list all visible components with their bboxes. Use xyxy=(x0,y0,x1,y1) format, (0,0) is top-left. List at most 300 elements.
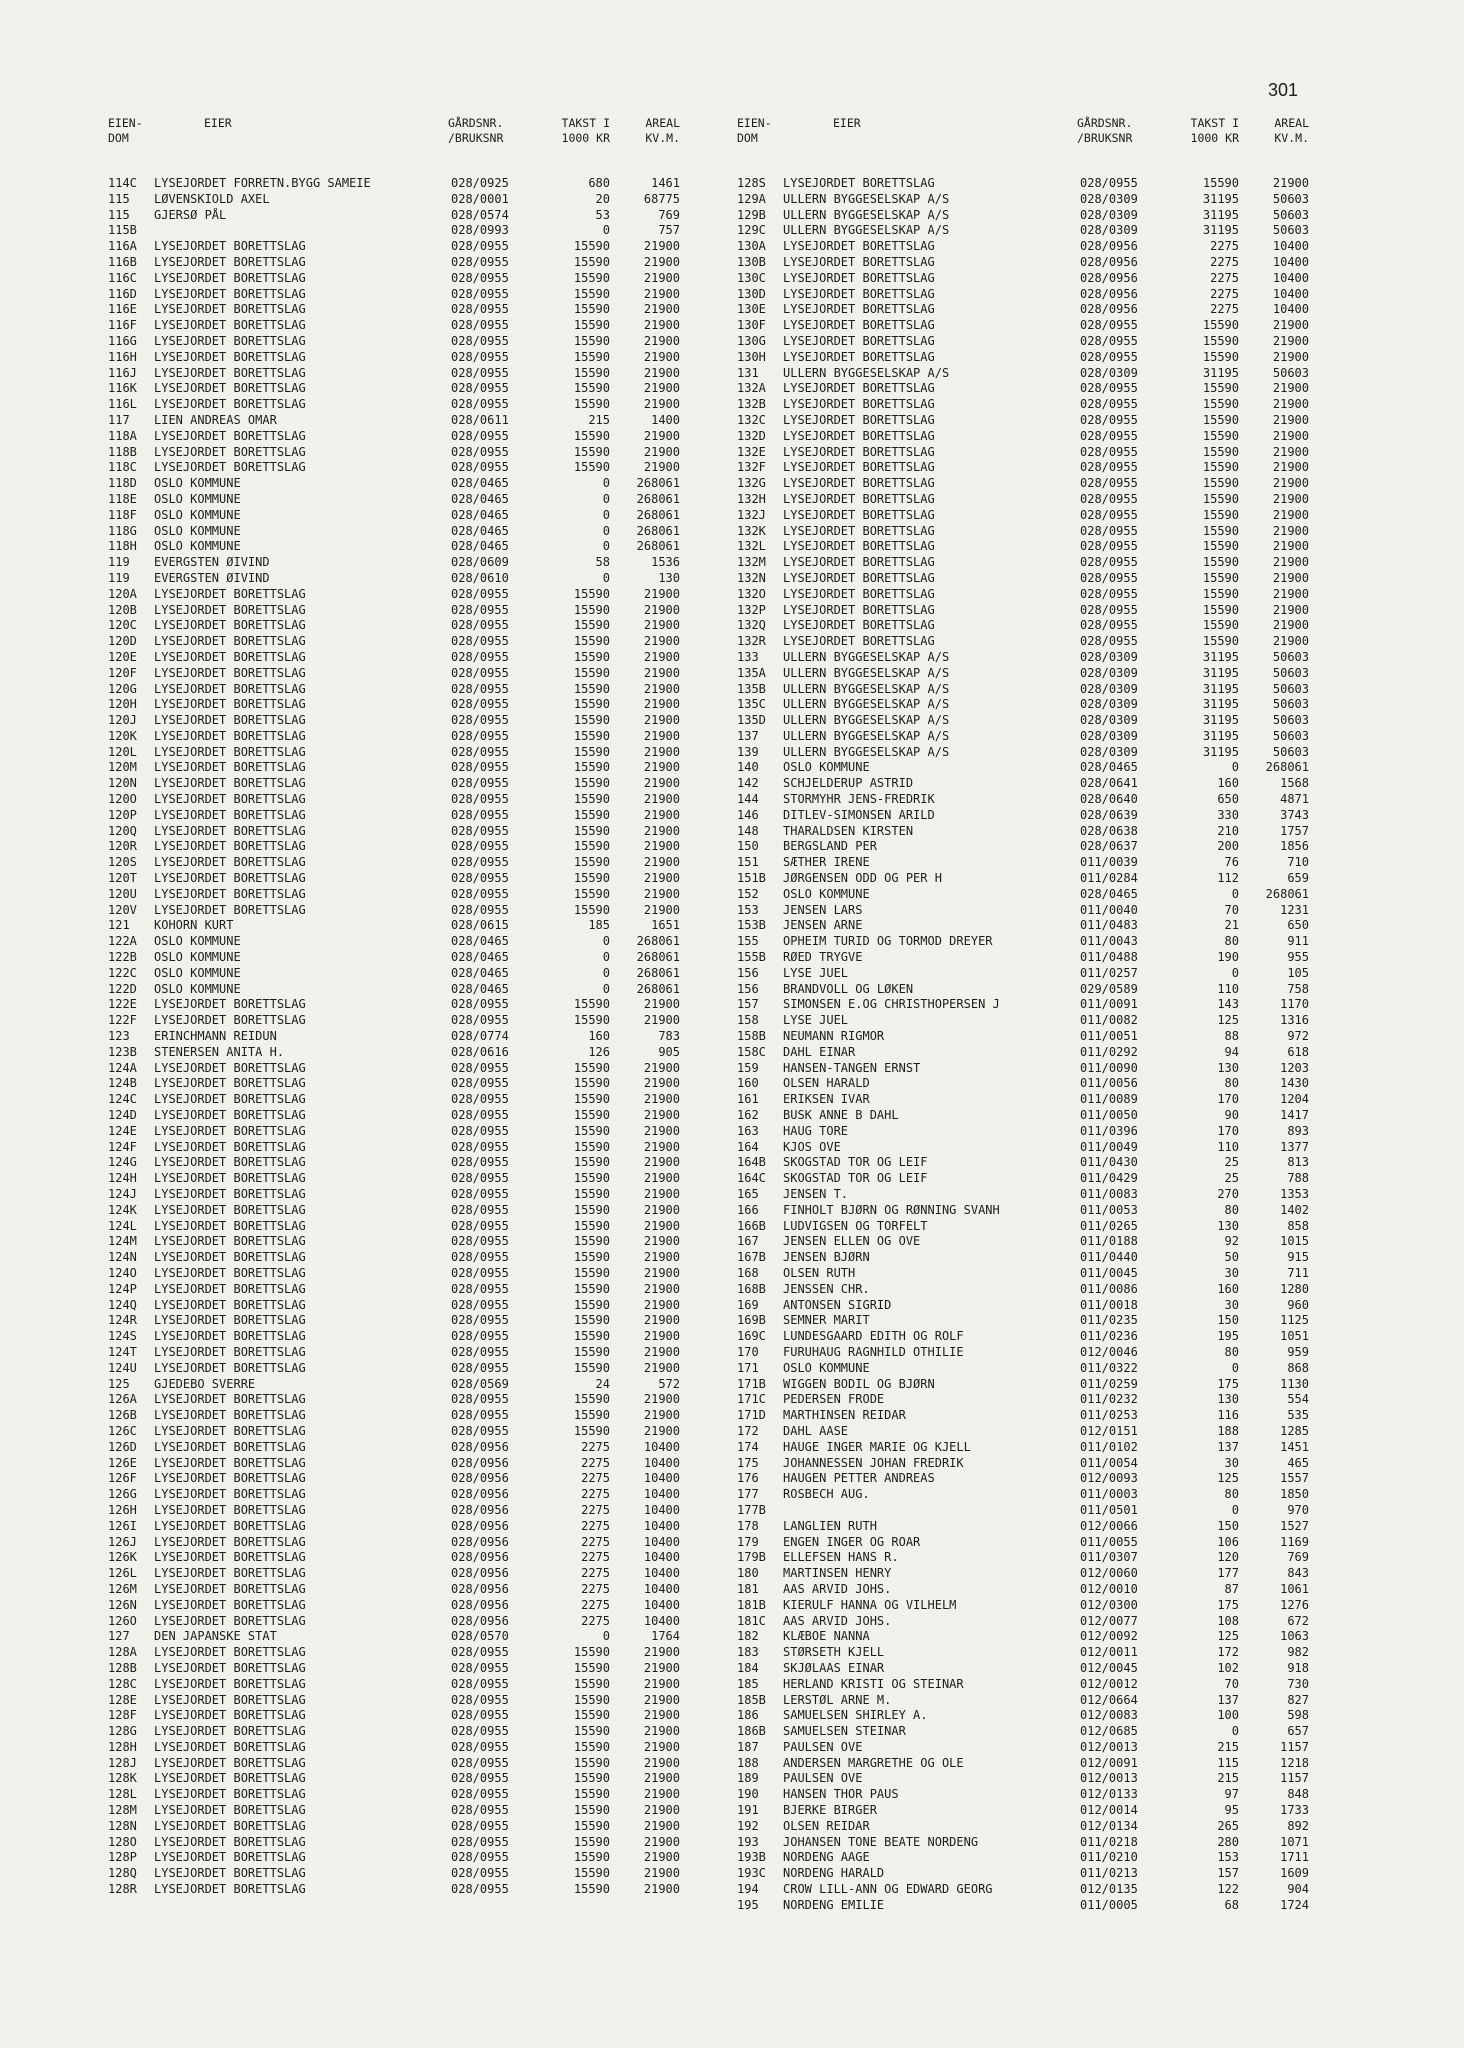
areal-value: 21900 xyxy=(643,902,680,917)
takst-value: 15590 xyxy=(1202,460,1239,475)
owner-name: MARTINSEN HENRY xyxy=(783,1566,892,1581)
owner-name: PAULSEN OVE xyxy=(783,1771,863,1786)
gardsnr-bruksnr: 028/0955 xyxy=(451,1360,509,1375)
takst-value: 15590 xyxy=(1202,412,1239,427)
gardsnr-bruksnr: 028/0956 xyxy=(451,1534,509,1549)
owner-name: OSLO KOMMUNE xyxy=(154,523,241,538)
takst-value: 265 xyxy=(1217,1818,1239,1833)
takst-value: 15590 xyxy=(573,1882,610,1897)
property-id: 126K xyxy=(108,1550,137,1565)
takst-value: 95 xyxy=(1224,1803,1239,1818)
gardsnr-bruksnr: 012/0013 xyxy=(1080,1739,1138,1754)
header-takst: TAKST I 1000 KR xyxy=(561,116,610,145)
gardsnr-bruksnr: 011/0218 xyxy=(1080,1834,1138,1849)
takst-value: 30 xyxy=(1224,1265,1239,1280)
owner-name: LYSEJORDET BORETTSLAG xyxy=(783,349,935,364)
property-id: 122A xyxy=(108,934,137,949)
property-id: 126O xyxy=(108,1613,137,1628)
takst-value: 31195 xyxy=(1202,713,1239,728)
property-id: 116H xyxy=(108,349,137,364)
property-id: 159 xyxy=(737,1060,759,1075)
areal-value: 21900 xyxy=(1272,412,1309,427)
property-id: 126C xyxy=(108,1423,137,1438)
property-id: 117 xyxy=(108,412,130,427)
gardsnr-bruksnr: 028/0955 xyxy=(451,792,509,807)
areal-value: 1218 xyxy=(1280,1755,1309,1770)
owner-name: LYSEJORDET BORETTSLAG xyxy=(154,318,306,333)
owner-name: LYSEJORDET BORETTSLAG xyxy=(783,412,935,427)
property-id: 120R xyxy=(108,839,137,854)
owner-name: LYSEJORDET BORETTSLAG xyxy=(154,1803,306,1818)
areal-value: 868 xyxy=(1287,1360,1309,1375)
property-id: 128O xyxy=(108,1834,137,1849)
gardsnr-bruksnr: 028/0955 xyxy=(451,1313,509,1328)
gardsnr-bruksnr: 011/0235 xyxy=(1080,1313,1138,1328)
property-id: 120N xyxy=(108,776,137,791)
areal-value: 848 xyxy=(1287,1787,1309,1802)
property-id: 157 xyxy=(737,997,759,1012)
property-id: 126H xyxy=(108,1502,137,1517)
takst-value: 15590 xyxy=(573,1803,610,1818)
owner-name: LYSEJORDET BORETTSLAG xyxy=(154,381,306,396)
owner-name: LYSEJORDET BORETTSLAG xyxy=(154,1566,306,1581)
owner-name: LYSEJORDET BORETTSLAG xyxy=(154,1692,306,1707)
owner-name: PAULSEN OVE xyxy=(783,1739,863,1754)
areal-value: 1203 xyxy=(1280,1060,1309,1075)
gardsnr-bruksnr: 028/0956 xyxy=(451,1439,509,1454)
takst-value: 15590 xyxy=(1202,476,1239,491)
areal-value: 21900 xyxy=(643,728,680,743)
takst-value: 185 xyxy=(588,918,610,933)
property-id: 158C xyxy=(737,1044,766,1059)
gardsnr-bruksnr: 028/0955 xyxy=(1080,618,1138,633)
property-id: 123 xyxy=(108,1029,130,1044)
gardsnr-bruksnr: 028/0465 xyxy=(451,523,509,538)
gardsnr-bruksnr: 028/0956 xyxy=(1080,254,1138,269)
gardsnr-bruksnr: 011/0257 xyxy=(1080,965,1138,980)
areal-value: 50603 xyxy=(1272,207,1309,222)
gardsnr-bruksnr: 028/0955 xyxy=(451,333,509,348)
takst-value: 15590 xyxy=(573,1218,610,1233)
areal-value: 105 xyxy=(1287,965,1309,980)
gardsnr-bruksnr: 028/0955 xyxy=(451,1344,509,1359)
areal-value: 130 xyxy=(658,570,680,585)
owner-name: LYSEJORDET BORETTSLAG xyxy=(154,1123,306,1138)
areal-value: 1051 xyxy=(1280,1329,1309,1344)
property-id: 118E xyxy=(108,491,137,506)
gardsnr-bruksnr: 028/0955 xyxy=(1080,634,1138,649)
owner-name: LYSEJORDET BORETTSLAG xyxy=(154,1882,306,1897)
property-id: 122E xyxy=(108,997,137,1012)
property-id: 115B xyxy=(108,223,137,238)
takst-value: 160 xyxy=(588,1029,610,1044)
takst-value: 15590 xyxy=(573,270,610,285)
areal-value: 21900 xyxy=(643,1329,680,1344)
property-id: 128R xyxy=(108,1882,137,1897)
property-id: 193C xyxy=(737,1866,766,1881)
property-id: 183 xyxy=(737,1645,759,1660)
takst-value: 15590 xyxy=(573,1739,610,1754)
takst-value: 15590 xyxy=(1202,349,1239,364)
areal-value: 21900 xyxy=(643,460,680,475)
areal-value: 21900 xyxy=(1272,555,1309,570)
property-id: 124C xyxy=(108,1092,137,1107)
takst-value: 15590 xyxy=(573,1866,610,1881)
takst-value: 15590 xyxy=(573,776,610,791)
owner-name: ANDERSEN MARGRETHE OG OLE xyxy=(783,1755,964,1770)
owner-name: GJEDEBO SVERRE xyxy=(154,1376,256,1391)
property-id: 128Q xyxy=(108,1866,137,1881)
areal-value: 21900 xyxy=(643,618,680,633)
takst-value: 21 xyxy=(1224,918,1239,933)
owner-name: OSLO KOMMUNE xyxy=(154,507,241,522)
areal-value: 827 xyxy=(1287,1692,1309,1707)
areal-value: 21900 xyxy=(1272,444,1309,459)
property-id: 126A xyxy=(108,1392,137,1407)
takst-value: 215 xyxy=(1217,1739,1239,1754)
takst-value: 15590 xyxy=(573,318,610,333)
owner-name: LYSEJORDET BORETTSLAG xyxy=(154,444,306,459)
gardsnr-bruksnr: 028/0955 xyxy=(451,807,509,822)
property-id: 169C xyxy=(737,1329,766,1344)
gardsnr-bruksnr: 011/0307 xyxy=(1080,1550,1138,1565)
owner-name: LYSE JUEL xyxy=(783,965,849,980)
owner-name: CROW LILL-ANN OG EDWARD GEORG xyxy=(783,1882,993,1897)
gardsnr-bruksnr: 011/0083 xyxy=(1080,1187,1138,1201)
owner-name: LYSEJORDET BORETTSLAG xyxy=(783,318,935,333)
gardsnr-bruksnr: 028/0465 xyxy=(451,981,509,996)
owner-name: EVERGSTEN ØIVIND xyxy=(154,555,270,570)
takst-value: 0 xyxy=(602,934,610,949)
owner-name: LYSEJORDET BORETTSLAG xyxy=(783,397,935,412)
owner-name: HAUG TORE xyxy=(783,1123,849,1138)
property-id: 116F xyxy=(108,318,137,333)
takst-value: 97 xyxy=(1224,1787,1239,1802)
owner-name: LYSEJORDET BORETTSLAG xyxy=(154,460,306,475)
header-eiendom: EIEN- DOM xyxy=(108,116,143,145)
gardsnr-bruksnr: 028/0465 xyxy=(451,491,509,506)
gardsnr-bruksnr: 028/0956 xyxy=(1080,239,1138,254)
gardsnr-bruksnr: 028/0955 xyxy=(451,302,509,317)
gardsnr-bruksnr: 028/0309 xyxy=(1080,207,1138,222)
areal-value: 672 xyxy=(1287,1613,1309,1628)
takst-value: 15590 xyxy=(573,1329,610,1344)
gardsnr-bruksnr: 011/0039 xyxy=(1080,855,1138,870)
takst-value: 215 xyxy=(1217,1771,1239,1786)
areal-value: 1724 xyxy=(1280,1897,1309,1912)
property-id: 116E xyxy=(108,302,137,317)
owner-name: LYSEJORDET BORETTSLAG xyxy=(154,239,306,254)
property-id: 119 xyxy=(108,570,130,585)
takst-value: 30 xyxy=(1224,1455,1239,1470)
areal-value: 50603 xyxy=(1272,223,1309,238)
gardsnr-bruksnr: 012/0013 xyxy=(1080,1771,1138,1786)
takst-value: 650 xyxy=(1217,792,1239,807)
takst-value: 330 xyxy=(1217,807,1239,822)
areal-value: 959 xyxy=(1287,1344,1309,1359)
areal-value: 1451 xyxy=(1280,1439,1309,1454)
takst-value: 31195 xyxy=(1202,665,1239,680)
takst-value: 15590 xyxy=(1202,428,1239,443)
takst-value: 15590 xyxy=(573,1265,610,1280)
takst-value: 15590 xyxy=(573,586,610,601)
gardsnr-bruksnr: 028/0955 xyxy=(451,855,509,870)
property-id: 124M xyxy=(108,1234,137,1249)
property-id: 123B xyxy=(108,1044,137,1059)
areal-value: 21900 xyxy=(643,349,680,364)
property-id: 120H xyxy=(108,697,137,712)
gardsnr-bruksnr: 028/0955 xyxy=(451,397,509,412)
owner-name: LYSEJORDET BORETTSLAG xyxy=(154,1724,306,1739)
takst-value: 175 xyxy=(1217,1376,1239,1391)
takst-value: 15590 xyxy=(573,839,610,854)
property-id: 160 xyxy=(737,1076,759,1091)
takst-value: 2275 xyxy=(581,1502,610,1517)
areal-value: 783 xyxy=(658,1029,680,1044)
owner-name: ULLERN BYGGESELSKAP A/S xyxy=(783,713,950,728)
areal-value: 68775 xyxy=(643,191,680,206)
gardsnr-bruksnr: 011/0091 xyxy=(1080,997,1138,1012)
takst-value: 15590 xyxy=(1202,570,1239,585)
property-id: 120T xyxy=(108,871,137,886)
property-id: 130F xyxy=(737,318,766,333)
owner-name: SAMUELSEN STEINAR xyxy=(783,1724,906,1739)
gardsnr-bruksnr: 028/0465 xyxy=(1080,886,1138,901)
owner-name: LYSEJORDET BORETTSLAG xyxy=(154,1360,306,1375)
property-id: 132O xyxy=(737,586,766,601)
owner-name: OSLO KOMMUNE xyxy=(783,1360,870,1375)
gardsnr-bruksnr: 028/0465 xyxy=(451,476,509,491)
property-id: 126E xyxy=(108,1455,137,1470)
property-id: 132H xyxy=(737,491,766,506)
property-id: 116C xyxy=(108,270,137,285)
property-id: 152 xyxy=(737,886,759,901)
takst-value: 15590 xyxy=(573,1344,610,1359)
property-id: 130B xyxy=(737,254,766,269)
areal-value: 21900 xyxy=(643,1265,680,1280)
areal-value: 268061 xyxy=(1265,760,1309,775)
takst-value: 2275 xyxy=(1210,270,1239,285)
takst-value: 15590 xyxy=(573,1708,610,1723)
takst-value: 177 xyxy=(1217,1566,1239,1581)
takst-value: 0 xyxy=(602,476,610,491)
owner-name: THARALDSEN KIRSTEN xyxy=(783,823,914,838)
gardsnr-bruksnr: 028/0309 xyxy=(1080,665,1138,680)
takst-value: 15590 xyxy=(573,1060,610,1075)
areal-value: 21900 xyxy=(643,1866,680,1881)
areal-value: 1130 xyxy=(1280,1376,1309,1391)
property-id: 184 xyxy=(737,1660,759,1675)
property-id: 116B xyxy=(108,254,137,269)
areal-value: 21900 xyxy=(643,886,680,901)
takst-value: 15590 xyxy=(573,1155,610,1170)
takst-value: 15590 xyxy=(573,1187,610,1201)
owner-name: LYSEJORDET BORETTSLAG xyxy=(154,1439,306,1454)
areal-value: 892 xyxy=(1287,1818,1309,1833)
gardsnr-bruksnr: 028/0309 xyxy=(1080,649,1138,664)
owner-name: ULLERN BYGGESELSKAP A/S xyxy=(783,728,950,743)
takst-value: 15590 xyxy=(573,997,610,1012)
takst-value: 94 xyxy=(1224,1044,1239,1059)
areal-value: 3743 xyxy=(1280,807,1309,822)
gardsnr-bruksnr: 028/0955 xyxy=(451,254,509,269)
owner-name: KOHORN KURT xyxy=(154,918,234,933)
owner-name: DAHL AASE xyxy=(783,1423,849,1438)
areal-value: 21900 xyxy=(643,1755,680,1770)
gardsnr-bruksnr: 012/0664 xyxy=(1080,1692,1138,1707)
takst-value: 110 xyxy=(1217,1139,1239,1154)
gardsnr-bruksnr: 012/0010 xyxy=(1080,1581,1138,1596)
areal-value: 21900 xyxy=(643,1676,680,1691)
owner-name: LIEN ANDREAS OMAR xyxy=(154,412,277,427)
property-id: 185B xyxy=(737,1692,766,1707)
takst-value: 15590 xyxy=(573,1297,610,1312)
takst-value: 15590 xyxy=(573,871,610,886)
gardsnr-bruksnr: 028/0955 xyxy=(1080,397,1138,412)
gardsnr-bruksnr: 028/0956 xyxy=(1080,270,1138,285)
takst-value: 68 xyxy=(1224,1897,1239,1912)
areal-value: 758 xyxy=(1287,981,1309,996)
property-id: 132C xyxy=(737,412,766,427)
owner-name: ERIKSEN IVAR xyxy=(783,1092,870,1107)
takst-value: 15590 xyxy=(573,1313,610,1328)
owner-name: OSLO KOMMUNE xyxy=(783,886,870,901)
property-id: 116L xyxy=(108,397,137,412)
takst-value: 15590 xyxy=(1202,634,1239,649)
gardsnr-bruksnr: 028/0955 xyxy=(451,681,509,696)
owner-name: LYSEJORDET BORETTSLAG xyxy=(154,1676,306,1691)
takst-value: 0 xyxy=(1231,965,1239,980)
takst-value: 15590 xyxy=(1202,507,1239,522)
property-id: 181B xyxy=(737,1597,766,1612)
areal-value: 21900 xyxy=(643,239,680,254)
owner-name: LUNDESGAARD EDITH OG ROLF xyxy=(783,1329,964,1344)
gardsnr-bruksnr: 028/0955 xyxy=(451,886,509,901)
gardsnr-bruksnr: 028/0955 xyxy=(451,618,509,633)
property-id: 172 xyxy=(737,1423,759,1438)
property-id: 189 xyxy=(737,1771,759,1786)
takst-value: 15590 xyxy=(573,302,610,317)
gardsnr-bruksnr: 028/0955 xyxy=(451,1866,509,1881)
areal-value: 21900 xyxy=(1272,602,1309,617)
gardsnr-bruksnr: 028/0616 xyxy=(451,1044,509,1059)
takst-value: 31195 xyxy=(1202,191,1239,206)
gardsnr-bruksnr: 028/0955 xyxy=(451,460,509,475)
owner-name: HERLAND KRISTI OG STEINAR xyxy=(783,1676,964,1691)
property-id: 192 xyxy=(737,1818,759,1833)
property-id: 150 xyxy=(737,839,759,854)
owner-name: LYSEJORDET BORETTSLAG xyxy=(154,1708,306,1723)
takst-value: 15590 xyxy=(573,1850,610,1865)
takst-value: 15590 xyxy=(573,792,610,807)
owner-name: OSLO KOMMUNE xyxy=(154,965,241,980)
property-id: 122F xyxy=(108,1013,137,1028)
takst-value: 125 xyxy=(1217,1013,1239,1028)
owner-name: SAMUELSEN SHIRLEY A. xyxy=(783,1708,928,1723)
owner-name: PEDERSEN FRODE xyxy=(783,1392,885,1407)
takst-value: 2275 xyxy=(581,1439,610,1454)
takst-value: 15590 xyxy=(573,1392,610,1407)
owner-name: JENSEN LARS xyxy=(783,902,863,917)
areal-value: 10400 xyxy=(643,1597,680,1612)
takst-value: 15590 xyxy=(573,444,610,459)
owner-name: LYSEJORDET BORETTSLAG xyxy=(154,1597,306,1612)
owner-name: JØRGENSEN ODD OG PER H xyxy=(783,871,942,886)
takst-value: 31195 xyxy=(1202,728,1239,743)
areal-value: 21900 xyxy=(643,839,680,854)
gardsnr-bruksnr: 028/0955 xyxy=(451,1250,509,1265)
gardsnr-bruksnr: 028/0955 xyxy=(451,444,509,459)
gardsnr-bruksnr: 012/0300 xyxy=(1080,1597,1138,1612)
owner-name: LYSEJORDET BORETTSLAG xyxy=(154,1660,306,1675)
property-id: 120F xyxy=(108,665,137,680)
property-id: 146 xyxy=(737,807,759,822)
owner-name: LYSEJORDET BORETTSLAG xyxy=(783,523,935,538)
takst-value: 31195 xyxy=(1202,365,1239,380)
owner-name: LYSEJORDET BORETTSLAG xyxy=(154,1518,306,1533)
areal-value: 710 xyxy=(1287,855,1309,870)
takst-value: 15590 xyxy=(573,1139,610,1154)
takst-value: 50 xyxy=(1224,1250,1239,1265)
property-id: 187 xyxy=(737,1739,759,1754)
takst-value: 15590 xyxy=(573,681,610,696)
gardsnr-bruksnr: 012/0133 xyxy=(1080,1787,1138,1802)
owner-name: LYSEJORDET BORETTSLAG xyxy=(154,728,306,743)
gardsnr-bruksnr: 028/0955 xyxy=(451,602,509,617)
property-id: 124B xyxy=(108,1076,137,1091)
property-id: 129C xyxy=(737,223,766,238)
header-gardsnr: GÅRDSNR. /BRUKSNR xyxy=(1077,116,1133,145)
takst-value: 87 xyxy=(1224,1581,1239,1596)
gardsnr-bruksnr: 028/0955 xyxy=(451,270,509,285)
property-id: 114C xyxy=(108,176,137,190)
areal-value: 535 xyxy=(1287,1408,1309,1423)
takst-value: 25 xyxy=(1224,1155,1239,1170)
takst-value: 0 xyxy=(602,223,610,238)
property-id: 158 xyxy=(737,1013,759,1028)
gardsnr-bruksnr: 028/0611 xyxy=(451,412,509,427)
owner-name: LYSEJORDET BORETTSLAG xyxy=(154,1076,306,1091)
owner-name: AAS ARVID JOHS. xyxy=(783,1581,892,1596)
owner-name: LYSEJORDET BORETTSLAG xyxy=(154,302,306,317)
owner-name: AAS ARVID JOHS. xyxy=(783,1613,892,1628)
gardsnr-bruksnr: 028/0955 xyxy=(451,1803,509,1818)
takst-value: 2275 xyxy=(581,1471,610,1486)
takst-value: 15590 xyxy=(1202,397,1239,412)
takst-value: 15590 xyxy=(573,618,610,633)
gardsnr-bruksnr: 028/0956 xyxy=(451,1518,509,1533)
property-id: 125 xyxy=(108,1376,130,1391)
takst-value: 92 xyxy=(1224,1234,1239,1249)
takst-value: 15590 xyxy=(573,1818,610,1833)
gardsnr-bruksnr: 028/0955 xyxy=(451,713,509,728)
owner-name: LYSEJORDET BORETTSLAG xyxy=(154,586,306,601)
takst-value: 15590 xyxy=(573,902,610,917)
gardsnr-bruksnr: 028/0955 xyxy=(451,1724,509,1739)
header-eier: EIER xyxy=(833,116,861,130)
gardsnr-bruksnr: 028/0465 xyxy=(451,950,509,965)
takst-value: 120 xyxy=(1217,1550,1239,1565)
owner-name: SIMONSEN E.OG CHRISTHOPERSEN J xyxy=(783,997,1000,1012)
takst-value: 195 xyxy=(1217,1329,1239,1344)
gardsnr-bruksnr: 028/0955 xyxy=(451,1013,509,1028)
owner-name: LYSEJORDET BORETTSLAG xyxy=(783,570,935,585)
owner-name: LYSEJORDET BORETTSLAG xyxy=(154,618,306,633)
areal-value: 1757 xyxy=(1280,823,1309,838)
gardsnr-bruksnr: 028/0956 xyxy=(451,1471,509,1486)
gardsnr-bruksnr: 028/0956 xyxy=(451,1613,509,1628)
takst-value: 15590 xyxy=(573,1423,610,1438)
